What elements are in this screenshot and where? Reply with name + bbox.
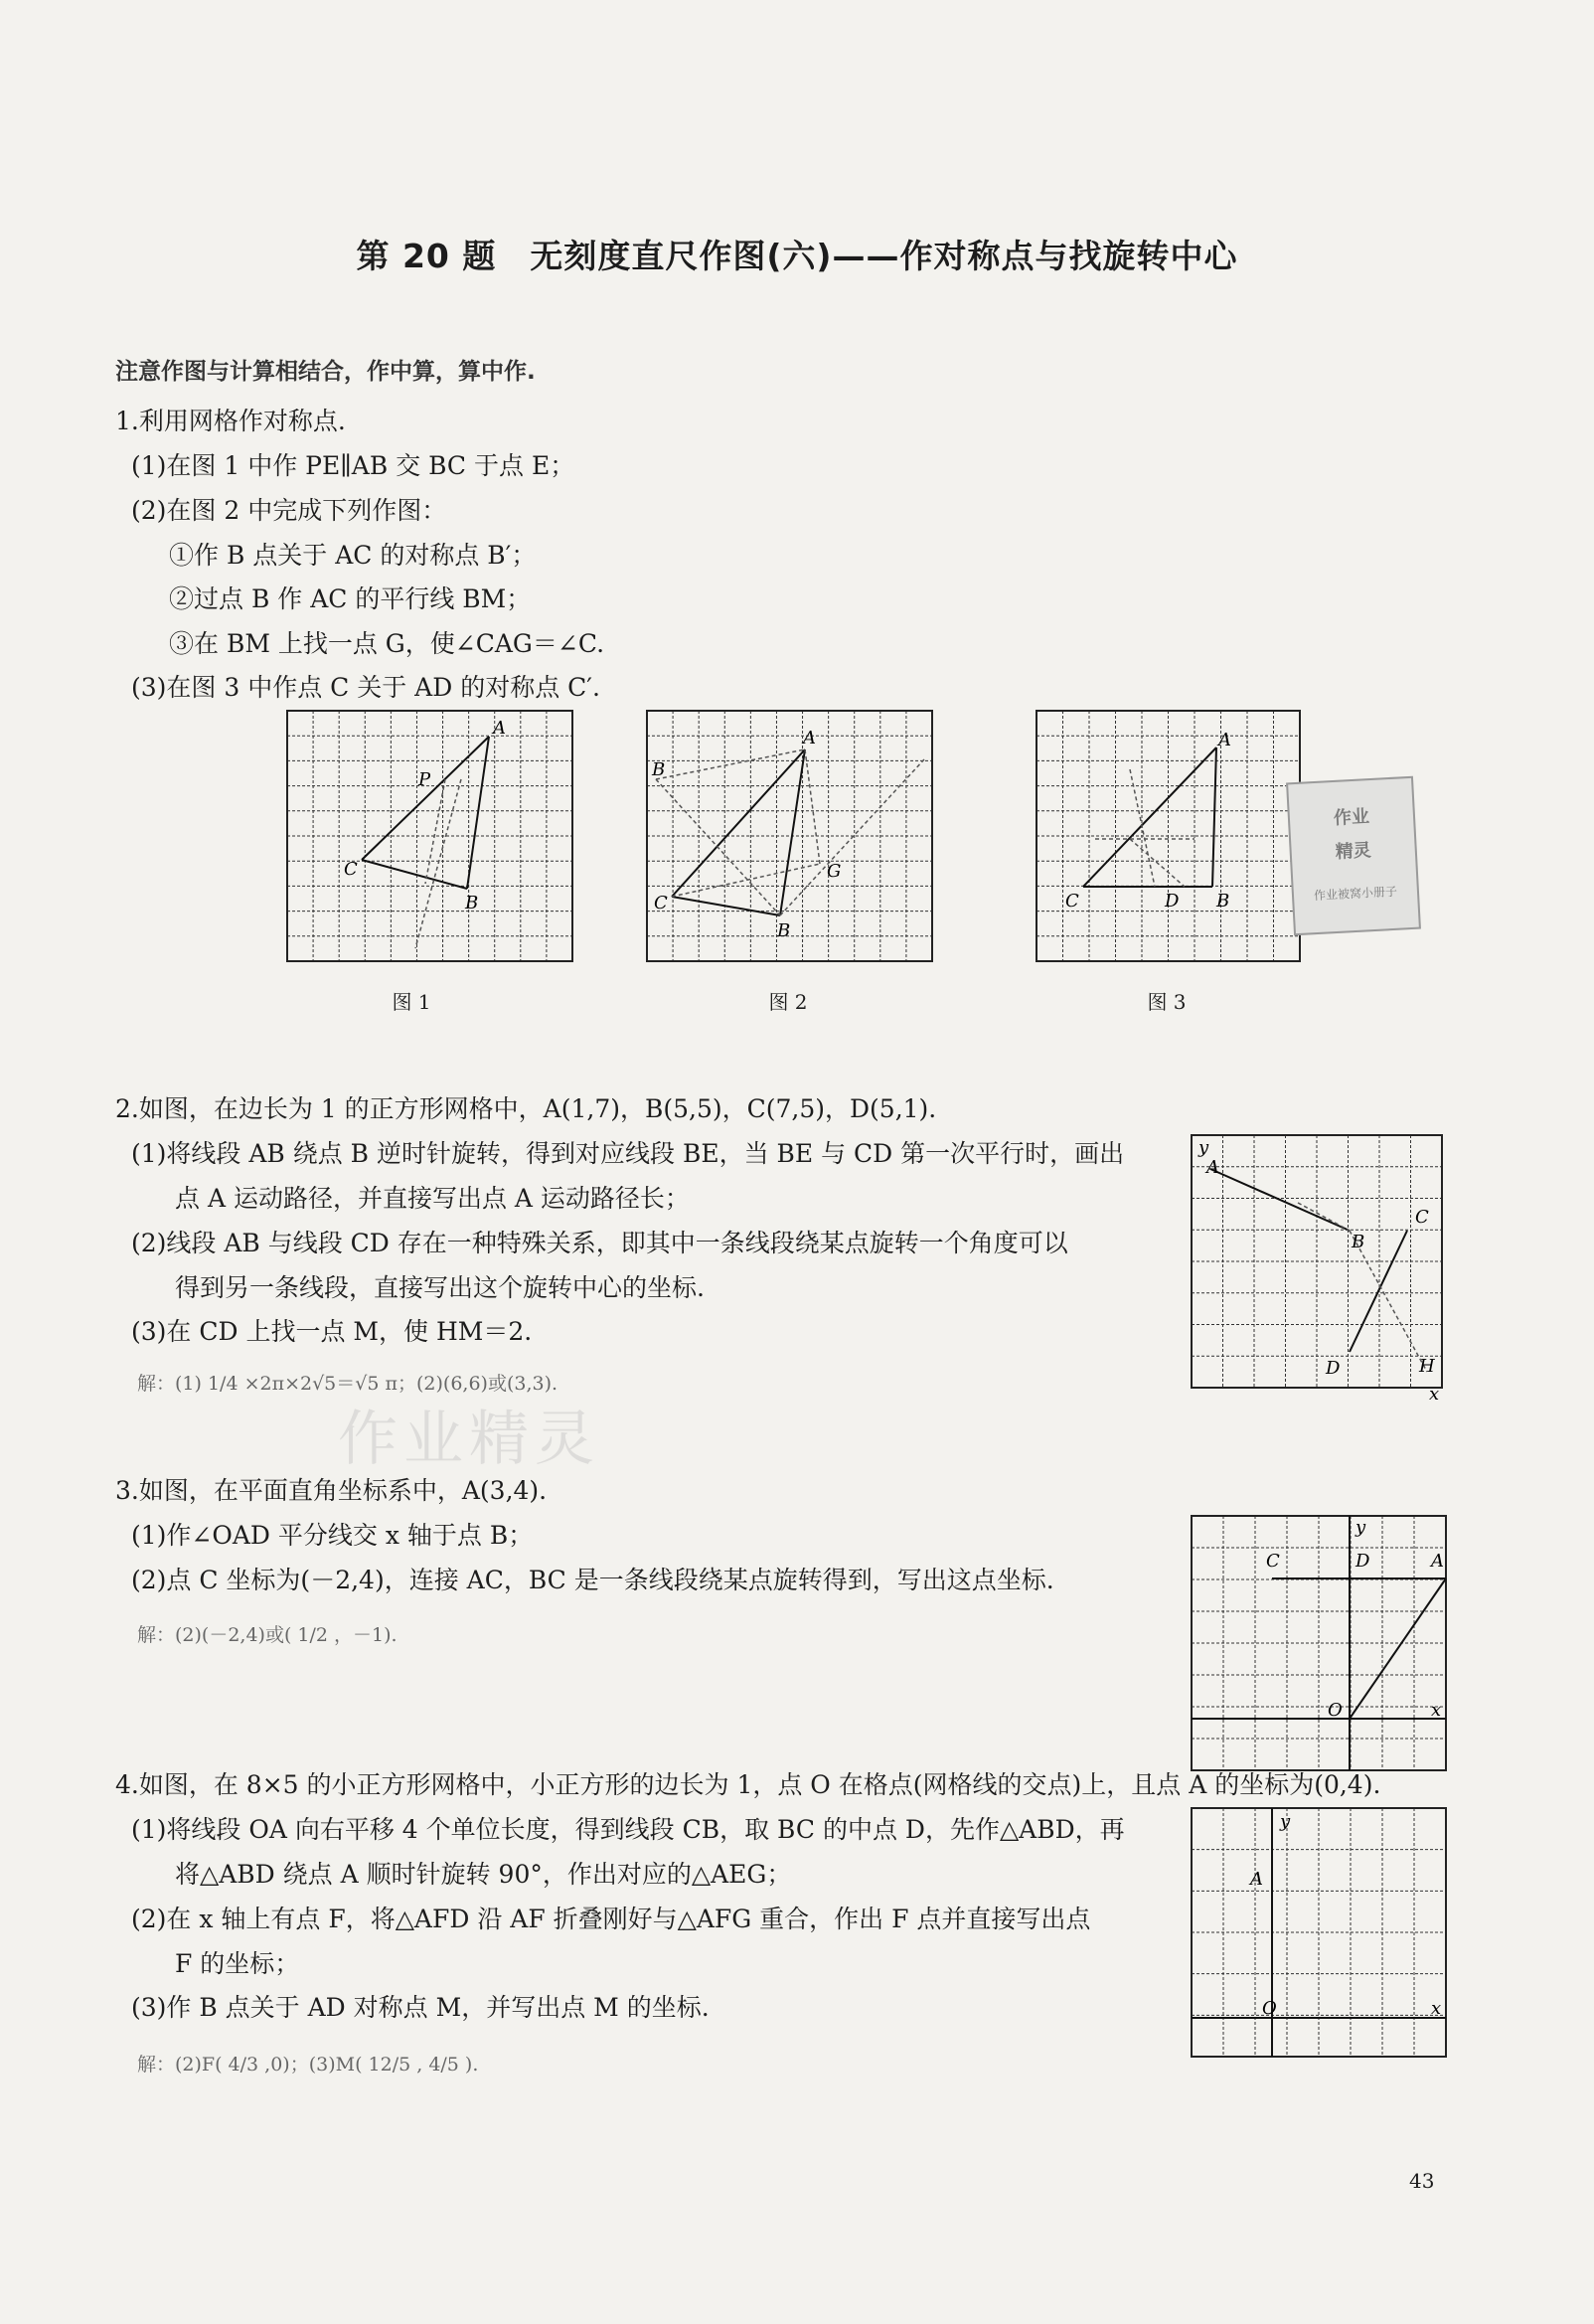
q4-part2a: (2)在 x 轴上有点 F，将△AFD 沿 AF 折叠刚好与△AFG 重合，作出 F 点并直接写出点 [131,1905,1091,1933]
fig2-label-c: C [654,893,668,913]
segment-cb [672,897,780,915]
stamp-line-1: 作业 [1333,806,1370,829]
q1-part1: (1)在图 1 中作 PE∥AB 交 BC 于点 E； [131,451,575,480]
q2-part1b: 点 A 运动路径，并直接写出点 A 运动路径长； [175,1184,690,1213]
q2-label-a: A [1206,1157,1219,1178]
q1-part2: (2)在图 2 中完成下列作图： [131,496,447,525]
construction-line-ad [1130,839,1185,887]
segment-ab [467,737,489,889]
fig1-label-a: A [493,718,506,739]
q1-stem: 1.利用网格作对称点. [115,407,346,435]
segment-ab [1212,747,1216,887]
q4-part3: (3)作 B 点关于 AD 对称点 M，并写出点 M 的坐标. [131,1993,710,2022]
q4-part1b: 将△ABD 绕点 A 顺时针旋转 90°，作出对应的△AEG； [175,1860,792,1889]
fig2-label-b: B [777,920,791,941]
fig3-label-c: C [1065,891,1079,912]
q2-label-b: B [1352,1232,1365,1252]
q4-solution: 解：(2)F( 4/3 ,0)；(3)M( 12/5 , 4/5 ). [137,2054,479,2075]
segment-ca [362,737,489,860]
figure-2-caption: 图 2 [768,990,808,1014]
fig1-label-b: B [465,893,479,913]
figure-3-grid [1036,710,1304,964]
q3-label-y: y [1355,1517,1366,1538]
q1-part2b: ②过点 B 作 AC 的平行线 BM； [169,584,532,613]
q1-part3: (3)在图 3 中作点 C 关于 AD 的对称点 C′. [131,673,600,702]
q1-part2a: ①作 B 点关于 AC 的对称点 B′； [169,541,537,570]
q2-label-y: y [1198,1137,1209,1158]
q3-stem: 3.如图，在平面直角坐标系中，A(3,4). [115,1476,548,1505]
figure-1-border [287,711,572,961]
q4-stem: 4.如图，在 8×5 的小正方形网格中，小正方形的边长为 1，点 O 在格点(网格线的交点)上，且点 A 的坐标为(0,4). [115,1770,1381,1799]
q2-label-c: C [1415,1207,1429,1228]
watermark: 作业精灵 [338,1405,600,1474]
fig1-label-p: P [418,769,431,790]
q2-label-h: H [1419,1356,1435,1377]
construction-line-arc [1298,1203,1350,1231]
q3-solution: 解：(2)(－2,4)或( 1/2 ，－1). [137,1624,398,1646]
page-number: 43 [1409,2169,1435,2193]
q2-part2a: (2)线段 AB 与线段 CD 存在一种特殊关系，即其中一条线段绕某点旋转一个角度可以 [131,1229,1068,1257]
q1-part2c: ③在 BM 上找一点 G，使∠CAG＝∠C. [169,629,605,658]
q2-label-x: x [1429,1384,1440,1405]
q4-label-x: x [1431,1998,1442,2019]
fig3-label-a: A [1218,730,1231,750]
segment-ab [780,749,805,915]
q3-grid [1189,1513,1457,1771]
construction-line-cg [672,864,820,897]
q2-grid [1189,1133,1457,1408]
q2-part2b: 得到另一条线段，直接写出这个旋转中心的坐标. [175,1273,705,1302]
fig1-label-c: C [344,859,358,880]
figure-1-caption: 图 1 [392,990,431,1014]
segment-oa [1350,1578,1446,1719]
construction-line-aux [415,779,461,948]
fig2-label-g: G [827,861,842,882]
fig3-label-d: D [1165,891,1180,912]
stamp-logo [1286,776,1421,935]
segment-ab [1210,1169,1350,1231]
q2-stem: 2.如图，在边长为 1 的正方形网格中，A(1,7)，B(5,5)，C(7,5)，D(5,1). [115,1094,937,1123]
construction-line-bm [780,759,924,915]
segment-cb [362,860,467,889]
figure-2-grid [646,710,936,964]
q4-part2b: F 的坐标； [175,1949,300,1978]
stamp-line-2: 精灵 [1335,840,1372,863]
q2-part3: (3)在 CD 上找一点 M，使 HM＝2. [131,1317,533,1346]
figure-3-caption: 图 3 [1147,990,1187,1014]
q3-part2: (2)点 C 坐标为(－2,4)，连接 AC，BC 是一条线段绕某点旋转得到，写出这点坐标. [131,1566,1054,1594]
q2-part1a: (1)将线段 AB 绕点 B 逆时针旋转，得到对应线段 BE，当 BE 与 CD 第一次平行时，画出 [131,1139,1125,1168]
q3-label-c: C [1266,1551,1280,1572]
q4-label-o: O [1262,1998,1277,2019]
q3-label-d: D [1355,1551,1370,1572]
q3-label-a: A [1431,1551,1444,1572]
construction-line-ag [805,749,820,864]
fig2-label-b-prime: B [652,759,666,780]
q3-part1: (1)作∠OAD 平分线交 x 轴于点 B； [131,1521,534,1550]
q4-label-y: y [1280,1811,1291,1832]
fig3-label-b: B [1216,891,1230,912]
stamp-line-3: 作业被窝小册子 [1313,884,1398,904]
q3-label-x: x [1431,1700,1442,1721]
q2-solution: 解：(1) 1/4 ×2π×2√5＝√5 π；(2)(6,6)或(3,3). [137,1373,558,1395]
page-title: 第 20 题 无刻度直尺作图(六)——作对称点与找旋转中心 [356,237,1238,275]
q3-label-o: O [1328,1700,1343,1721]
q4-grid [1189,1805,1457,2064]
q4-part1a: (1)将线段 OA 向右平移 4 个单位长度，得到线段 CB，取 BC 的中点 D，先作△ABD，再 [131,1815,1125,1844]
figure-1-grid [286,710,576,964]
study-note: 注意作图与计算相结合，作中算，算中作. [115,359,536,385]
fig2-label-a: A [803,728,816,748]
q4-label-a: A [1250,1869,1263,1890]
q2-label-d: D [1326,1358,1341,1379]
